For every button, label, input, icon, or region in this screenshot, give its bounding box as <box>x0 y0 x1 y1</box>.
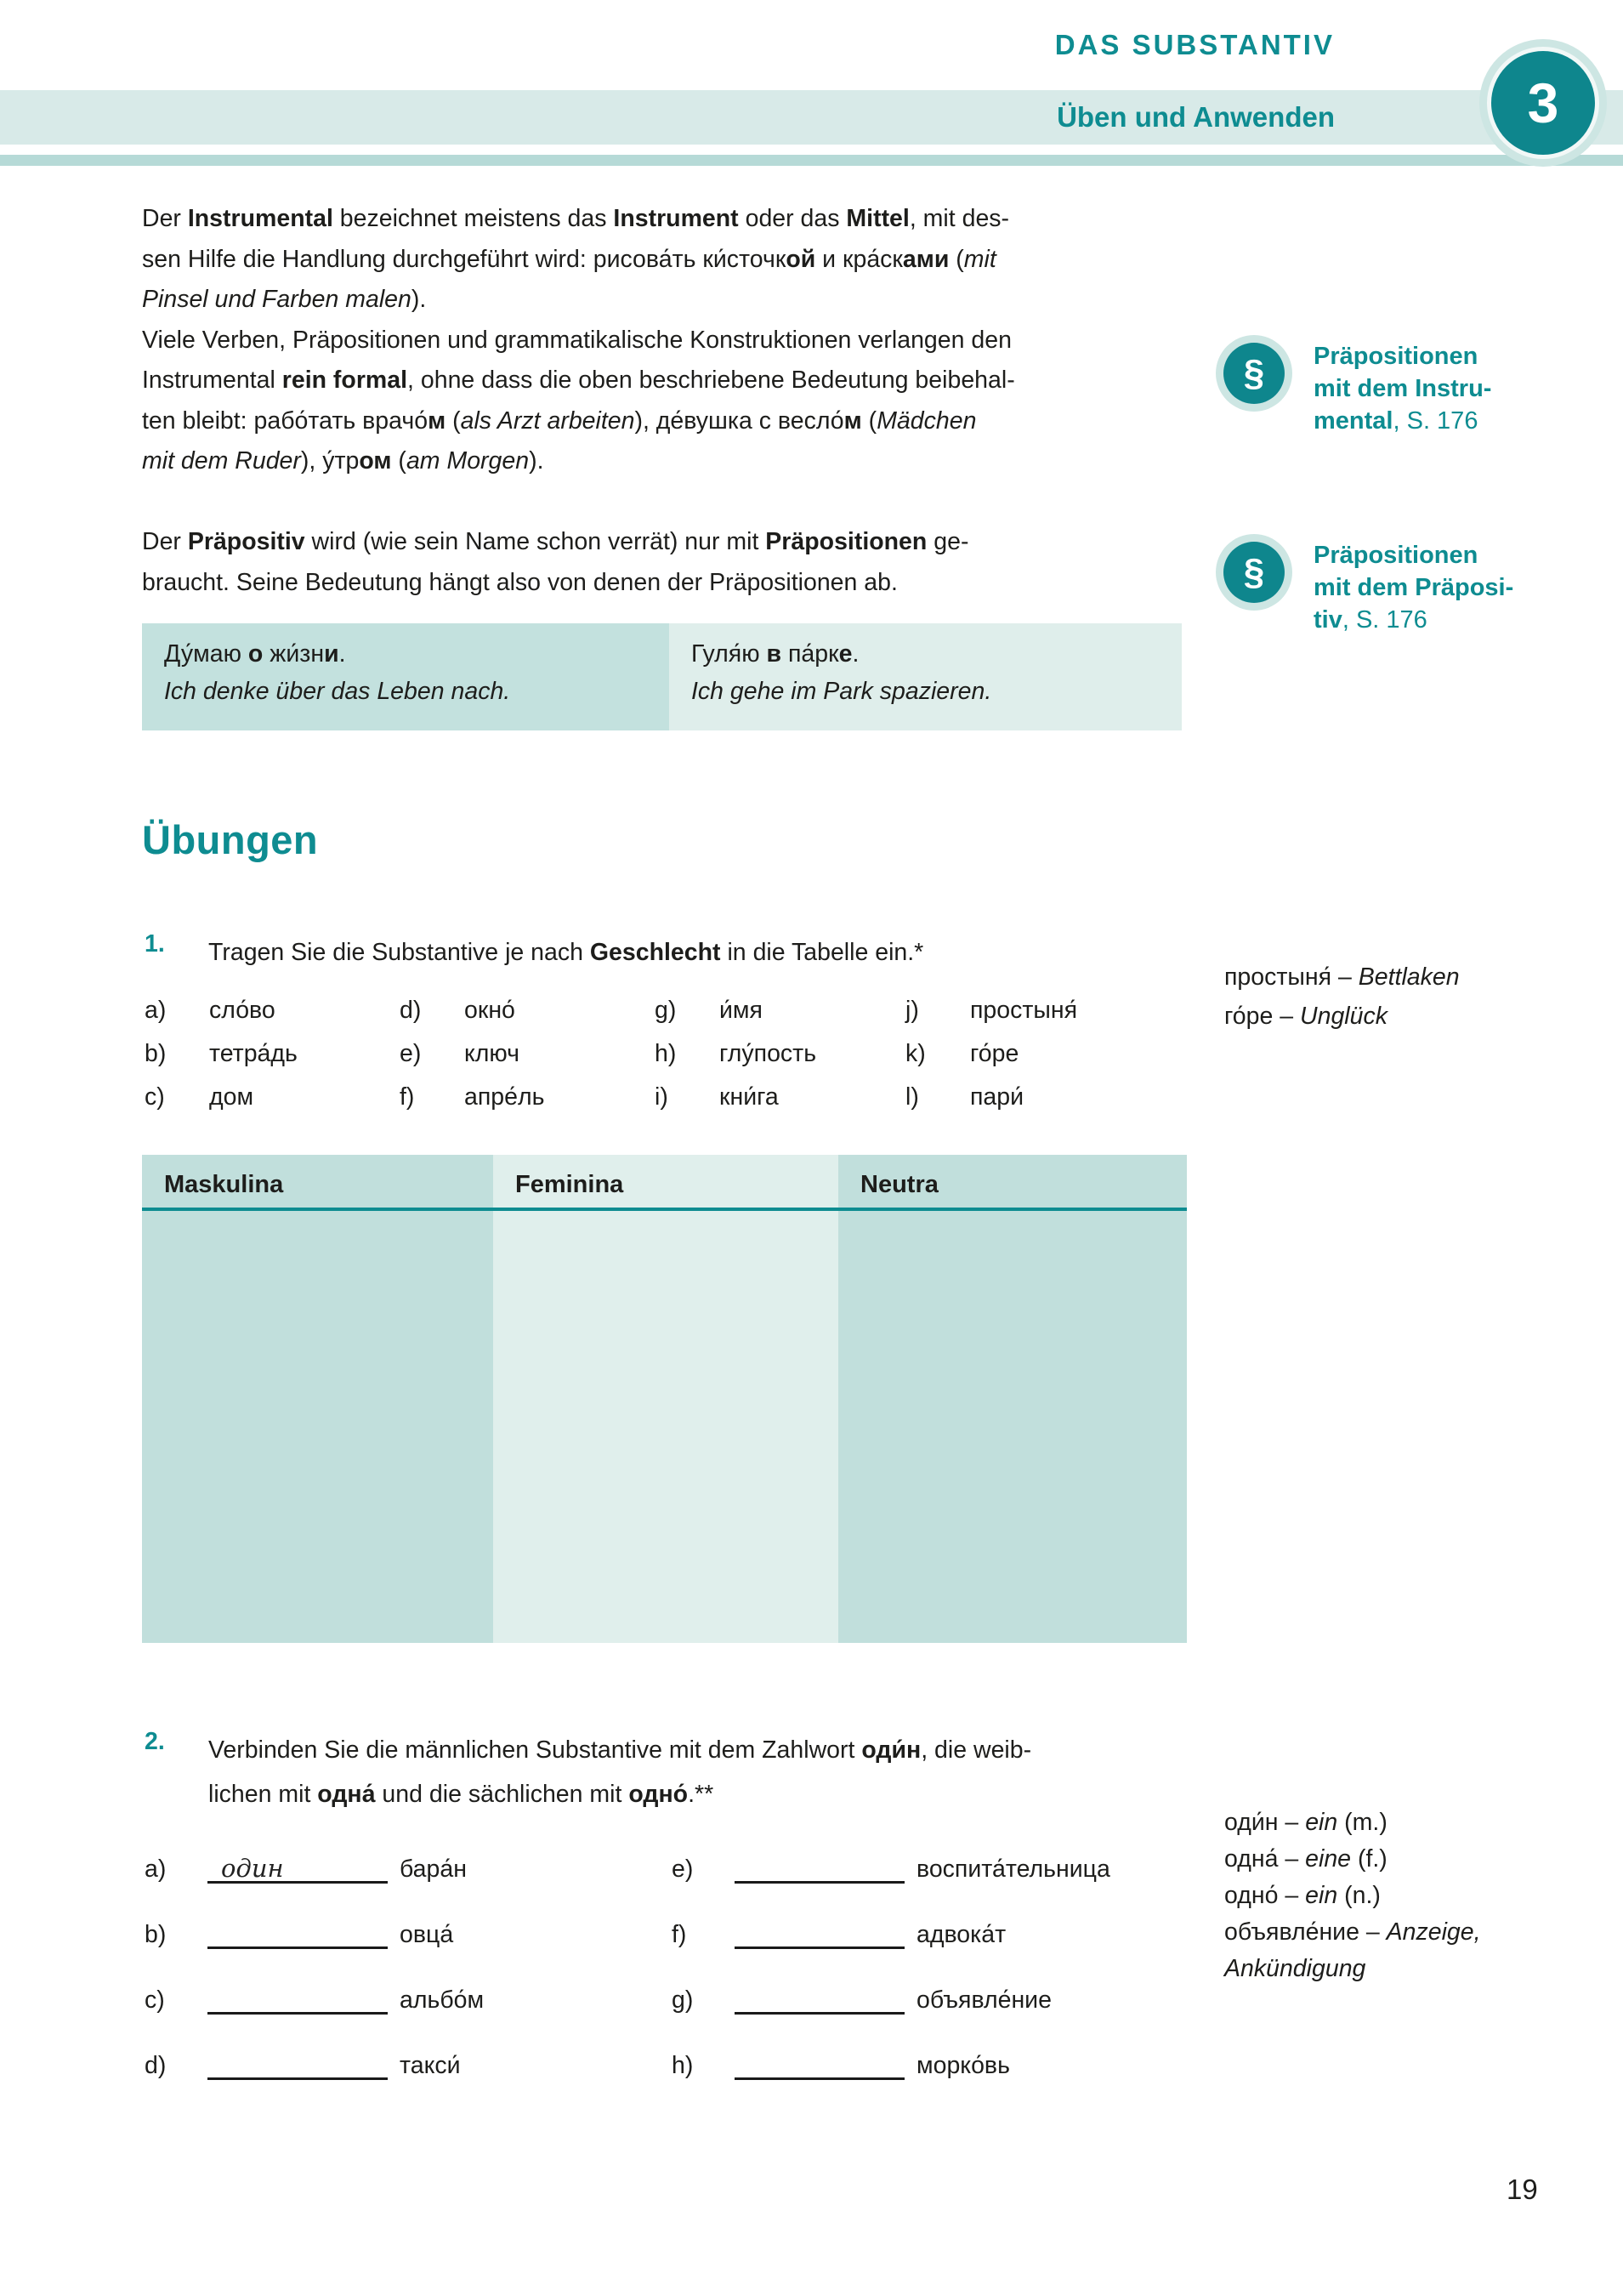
item-label: a) <box>145 997 167 1024</box>
item-word: апре́ль <box>464 1083 545 1111</box>
example-box <box>142 623 1182 730</box>
list-item <box>905 997 1152 1040</box>
vocab-note-ex1: простыня́ – Bettlaken го́ре – Unglück <box>1224 963 1460 1030</box>
list-item <box>655 997 905 1040</box>
answer-area-neutra <box>838 1211 1187 1643</box>
exercise-2-instruction: Verbinden Sie die männlichen Substantive mit dem Zahlwort оди́н, die weib- lichen mit одна́ und die sächlichen mit одно́.** <box>208 1736 1032 1808</box>
prefilled-answer <box>735 1854 748 1883</box>
fill-in-item <box>672 1854 1110 1884</box>
fill-in-item <box>672 1919 1006 1949</box>
fill-in-item <box>145 1854 467 1884</box>
item-label: b) <box>145 1921 167 1948</box>
item-label: k) <box>905 1040 926 1067</box>
item-word: такси́ <box>400 2052 461 2079</box>
item-word: бара́н <box>400 1856 467 1883</box>
item-label: d) <box>145 2052 167 2079</box>
item-label: a) <box>145 1856 167 1883</box>
item-label: h) <box>655 1040 677 1067</box>
list-item <box>400 997 655 1040</box>
item-word: простыня́ <box>970 997 1078 1024</box>
fill-in-item <box>145 1919 453 1949</box>
item-word: го́ре <box>970 1040 1019 1067</box>
exercise-1-number: 1. <box>145 930 165 958</box>
item-word: сло́во <box>209 997 275 1024</box>
margin-note-praepositiv: Präpositionen mit dem Präposi- tiv, S. 176 <box>1314 542 1514 634</box>
header-band <box>0 90 1623 145</box>
item-label: c) <box>145 1083 165 1111</box>
gender-table-body <box>142 1211 1187 1643</box>
item-label: l) <box>905 1083 919 1111</box>
item-label: e) <box>400 1040 422 1067</box>
prefilled-answer <box>735 1919 748 1948</box>
item-word: окно́ <box>464 997 515 1024</box>
section-sign-glyph: § <box>1223 542 1285 603</box>
ex1-word-list <box>145 997 1152 1127</box>
item-word: воспита́тельница <box>916 1856 1110 1883</box>
page-subtitle: Üben und Anwenden <box>1057 101 1335 133</box>
list-item <box>905 1083 1152 1127</box>
section-sign-icon <box>1216 335 1292 412</box>
exercise-1-instruction: Tragen Sie die Substantive je nach Geschlecht in die Tabelle ein.* <box>208 939 924 966</box>
fill-in-item <box>145 1985 484 2015</box>
answer-blank <box>735 1854 905 1884</box>
item-word: кни́га <box>719 1083 779 1111</box>
list-item <box>145 1040 400 1083</box>
answer-blank <box>735 1919 905 1949</box>
item-word: тетра́дь <box>209 1040 298 1067</box>
prefilled-answer <box>735 2050 748 2079</box>
chapter-number: 3 <box>1487 47 1599 159</box>
exercises-heading: Übungen <box>142 817 319 862</box>
intro-paragraph-instrumental: Der Instrumental bezeichnet meistens das Instrument oder das Mittel, mit des- sen Hilfe die Handlung durchgeführt wird: рисова́ть ки́сточкой и кра́сками (mit Pinsel und Farben malen). Viele Verben, Präpositionen und grammatikalische Konstruktionen verlangen den Instrumental rein formal, ohne dass die oben beschriebene Bedeutung beibehal- ten bleibt: рабо́тать врачо́м (als Arzt arbeiten), де́вушка с весло́м (Mädchen mit dem Ruder), у́тром (am Morgen). <box>142 205 1015 475</box>
column-header-feminina: Feminina <box>493 1155 838 1208</box>
answer-blank <box>735 2050 905 2080</box>
answer-blank <box>735 1985 905 2015</box>
list-item <box>400 1040 655 1083</box>
item-word: адвока́т <box>916 1921 1007 1948</box>
column-header-maskulina: Maskulina <box>142 1155 493 1208</box>
example-cell-praepositiv-o <box>142 623 669 730</box>
prefilled-answer <box>207 1985 221 2014</box>
list-item <box>905 1040 1152 1083</box>
item-label: b) <box>145 1040 167 1067</box>
item-word: ключ <box>464 1040 520 1067</box>
answer-blank <box>207 1854 388 1884</box>
fill-in-item <box>672 1985 1052 2015</box>
answer-area-maskulina <box>142 1211 493 1643</box>
item-word: овца́ <box>400 1921 454 1948</box>
item-word: пари́ <box>970 1083 1024 1111</box>
intro-paragraph-praepositiv: Der Präpositiv wird (wie sein Name schon verrät) nur mit Präpositionen ge- braucht. Seine Bedeutung hängt also von denen der Präpositionen ab. <box>142 528 969 596</box>
item-word: объявле́ние <box>916 1986 1052 2014</box>
header-band-thin <box>0 155 1623 166</box>
answer-blank <box>207 1919 388 1949</box>
answer-blank <box>207 1985 388 2015</box>
item-label: f) <box>400 1083 415 1111</box>
item-label: c) <box>145 1986 165 2014</box>
item-word: и́мя <box>719 997 763 1024</box>
item-label: g) <box>672 1986 694 2014</box>
example-german: Ich gehe im Park spazieren. <box>691 678 992 705</box>
gender-table <box>142 1155 1187 1643</box>
item-label: g) <box>655 997 677 1024</box>
page-number: 19 <box>1507 2174 1538 2205</box>
item-label: d) <box>400 997 422 1024</box>
list-item <box>145 997 400 1040</box>
item-word: глу́пость <box>719 1040 817 1067</box>
section-sign-icon <box>1216 534 1292 611</box>
list-item <box>655 1083 905 1127</box>
item-label: h) <box>672 2052 694 2079</box>
column-header-neutra: Neutra <box>838 1155 1187 1208</box>
vocab-note-ex2: оди́н – ein (m.) одна́ – eine (f.) одно́ – ein (n.) объявле́ние – Anzeige, Ankündigung <box>1224 1809 1481 1982</box>
chapter-number-badge <box>1479 39 1607 167</box>
example-russian: Гуля́ю в па́рке. <box>691 640 860 668</box>
item-word: дом <box>209 1083 254 1111</box>
answer-area-feminina <box>493 1211 838 1643</box>
prefilled-answer <box>207 2050 221 2079</box>
section-sign-glyph: § <box>1223 343 1285 404</box>
prefilled-answer: один <box>221 1854 284 1883</box>
list-item <box>400 1083 655 1127</box>
example-russian: Ду́маю о жи́зни. <box>164 640 346 668</box>
exercise-2-number: 2. <box>145 1728 165 1755</box>
example-cell-praepositiv-v <box>669 623 1182 730</box>
list-item <box>655 1040 905 1083</box>
item-label: e) <box>672 1856 694 1883</box>
list-item <box>145 1083 400 1127</box>
item-word: морко́вь <box>916 2052 1010 2079</box>
example-german: Ich denke über das Leben nach. <box>164 678 511 705</box>
prefilled-answer <box>735 1985 748 2014</box>
item-label: f) <box>672 1921 687 1948</box>
prefilled-answer <box>207 1919 221 1948</box>
answer-blank <box>207 2050 388 2080</box>
item-label: i) <box>655 1083 668 1111</box>
item-word: альбо́м <box>400 1986 485 2014</box>
item-label: j) <box>905 997 919 1024</box>
gender-table-header <box>142 1155 1187 1208</box>
fill-in-item <box>672 2050 1010 2080</box>
chapter-kicker: DAS SUBSTANTIV <box>1054 29 1335 60</box>
margin-note-instrumental: Präpositionen mit dem Instru- mental, S. 176 <box>1314 343 1492 435</box>
fill-in-item <box>145 2050 461 2080</box>
